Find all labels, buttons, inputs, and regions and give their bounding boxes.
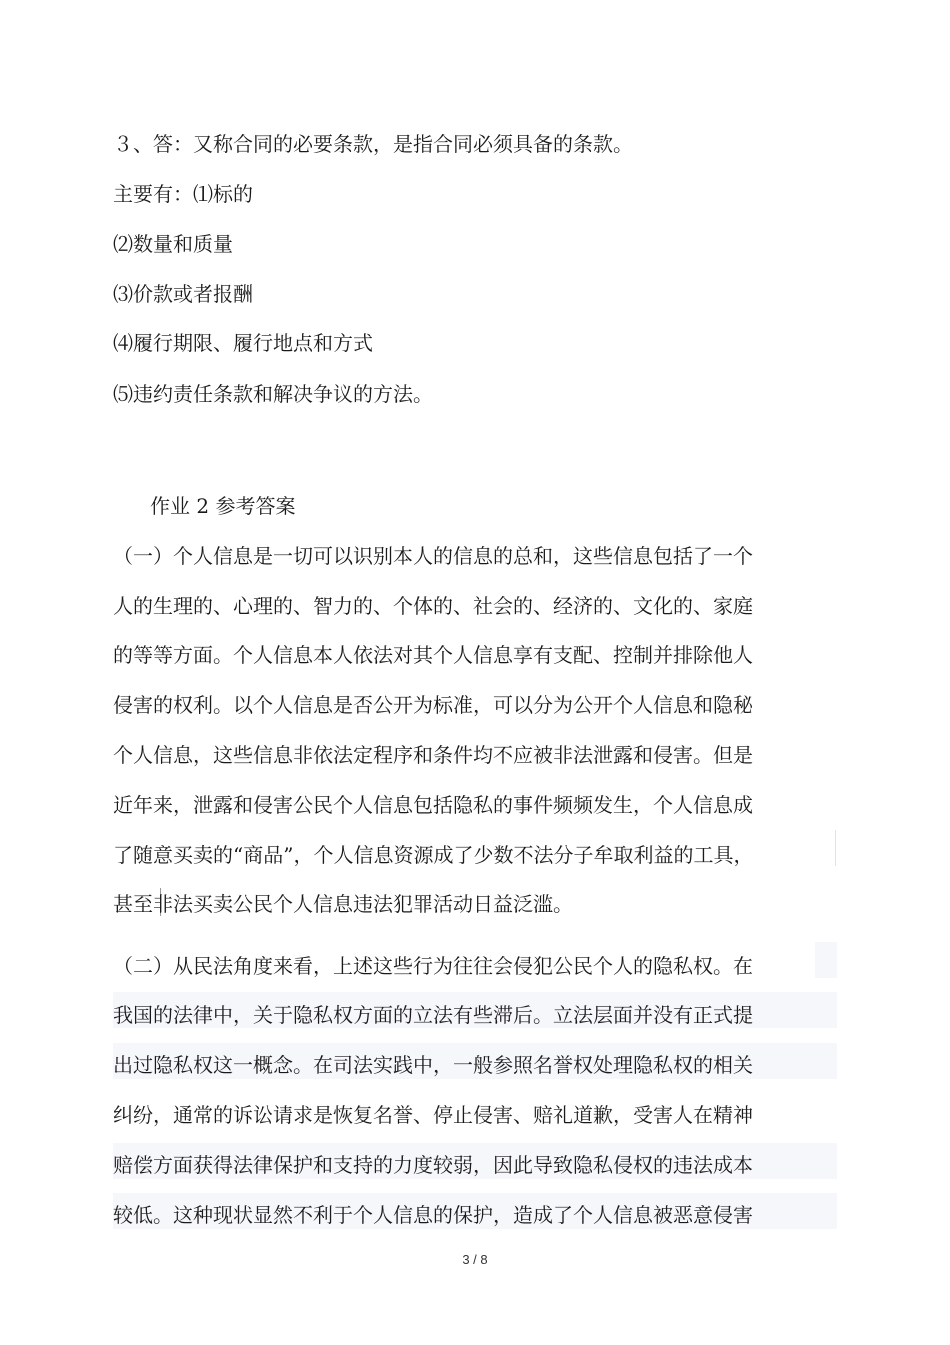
- part1-line: 甚至非法买卖公民个人信息违法犯罪活动日益泛滥。: [113, 892, 573, 916]
- part2-line: 赔偿方面获得法律保护和支持的力度较弱，因此导致隐私侵权的违法成本: [113, 1153, 753, 1177]
- homework-2-title: 作业 2 参考答案: [150, 494, 296, 518]
- main-items: 主要有：⑴标的: [113, 182, 253, 206]
- part1-line: 侵害的权利。以个人信息是否公开为标准，可以分为公开个人信息和隐秘: [113, 693, 753, 717]
- part2-line: 纠纷，通常的诉讼请求是恢复名誉、停止侵害、赔礼道歉，受害人在精神: [113, 1103, 753, 1127]
- answer-3: ３、答：又称合同的必要条款，是指合同必须具备的条款。: [113, 132, 633, 156]
- part1-line: 人的生理的、心理的、智力的、个体的、社会的、经济的、文化的、家庭: [113, 594, 753, 618]
- part2-line: 我国的法律中，关于隐私权方面的立法有些滞后。立法层面并没有正式提: [113, 1003, 753, 1027]
- page-number: 3 / 8: [462, 1252, 488, 1267]
- part1-line: 了随意买卖的“商品”，个人信息资源成了少数不法分子牟取利益的工具，: [113, 843, 754, 867]
- item-4: ⑷履行期限、履行地点和方式: [113, 331, 373, 355]
- item-5: ⑸违约责任条款和解决争议的方法。: [113, 382, 433, 406]
- part2-line: 出过隐私权这一概念。在司法实践中，一般参照名誉权处理隐私权的相关: [113, 1053, 753, 1077]
- part2-line: （二）从民法角度来看，上述这些行为往往会侵犯公民个人的隐私权。在: [113, 954, 753, 978]
- part2-line: 较低。这种现状显然不利于个人信息的保护，造成了个人信息被恶意侵害: [113, 1203, 753, 1227]
- part1-line: （一）个人信息是一切可以识别本人的信息的总和，这些信息包括了一个: [113, 544, 753, 568]
- item-3: ⑶价款或者报酬: [113, 282, 253, 306]
- part1-line: 个人信息，这些信息非依法定程序和条件均不应被非法泄露和侵害。但是: [113, 743, 753, 767]
- part1-line: 的等等方面。个人信息本人依法对其个人信息享有支配、控制并排除他人: [113, 643, 753, 667]
- item-2: ⑵数量和质量: [113, 232, 233, 256]
- shade-band: [815, 942, 837, 978]
- margin-mark: [835, 830, 836, 866]
- part1-line: 近年来，泄露和侵害公民个人信息包括隐私的事件频频发生，个人信息成: [113, 793, 753, 817]
